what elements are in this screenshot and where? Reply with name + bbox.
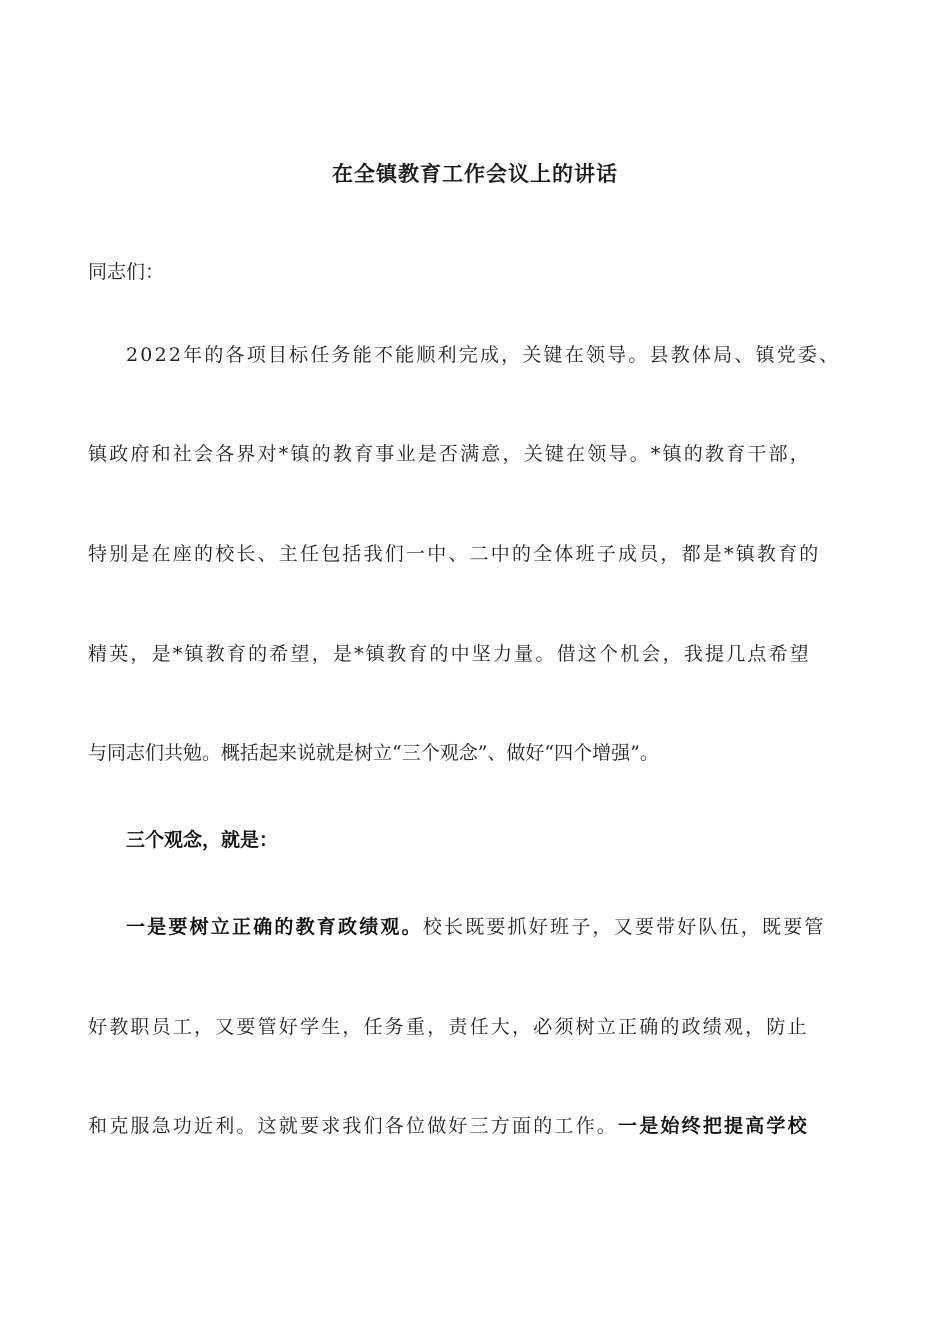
paragraph-2-line-2: 好教职员工，又要管好学生，任务重，责任大，必须树立正确的政绩观，防止 [88, 1016, 809, 1038]
document-title: 在全镇教育工作会议上的讲话 [332, 161, 618, 186]
paragraph-2-line-3-text: 和克服急功近利。这就要求我们各位做好三方面的工作。 [88, 1115, 619, 1137]
section-heading: 三个观念，就是： [126, 829, 279, 851]
paragraph-2-line-1-text: 校长既要抓好班子，又要带好队伍，既要管 [422, 916, 826, 938]
paragraph-1-line-4: 精英，是*镇教育的希望，是*镇教育的中坚力量。借这个机会，我提几点希望 [88, 643, 812, 665]
paragraph-2-bold-lead: 一是要树立正确的教育政绩观。 [126, 916, 423, 938]
salutation: 同志们： [88, 261, 165, 283]
paragraph-1-line-5: 与同志们共勉。概括起来说就是树立“三个观念”、做好“四个增强”。 [88, 742, 659, 764]
paragraph-2-bold-trail: 一是始终把提高学校 [618, 1115, 809, 1137]
paragraph-2-line-3 [88, 1112, 809, 1140]
paragraph-1-line-2: 镇政府和社会各界对*镇的教育事业是否满意，关键在领导。*镇的教育干部， [88, 443, 812, 465]
paragraph-1-line-3: 特别是在座的校长、主任包括我们一中、二中的全体班子成员，都是*镇教育的 [88, 543, 821, 565]
paragraph-1-line-1: 2022年的各项目标任务能不能顺利完成，关键在领导。县教体局、镇党委、 [126, 344, 841, 366]
paragraph-2-line-1 [126, 913, 826, 941]
